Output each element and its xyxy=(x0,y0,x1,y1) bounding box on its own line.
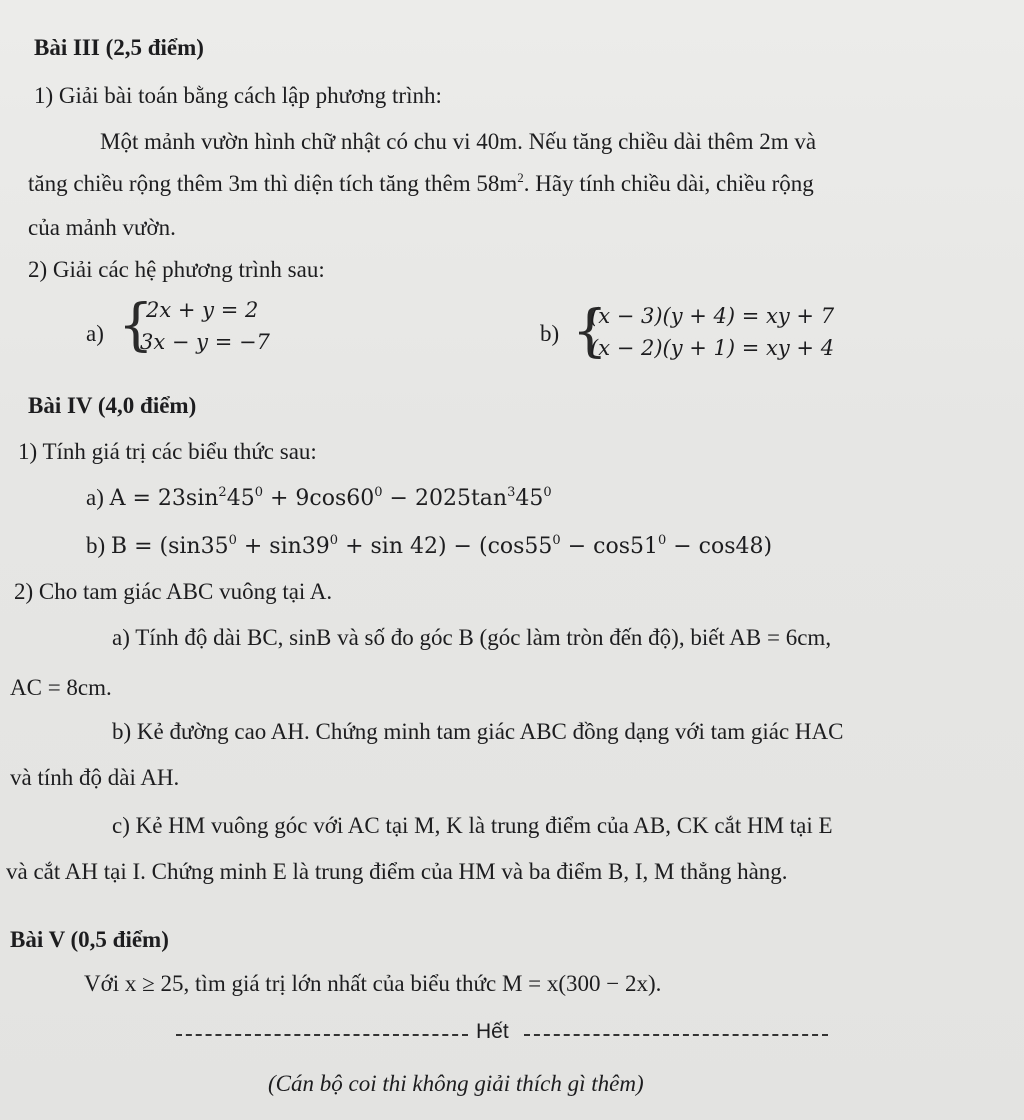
bai4-q2a-line1: a) Tính độ dài BC, sinB và số đo góc B (góc làm tròn đến độ), biết AB = 6cm, xyxy=(112,625,832,650)
section-title-bai-4: Bài IV (4,0 điểm) xyxy=(28,393,197,418)
section-title-bai-3: Bài III (2,5 điểm) xyxy=(34,35,204,60)
expr-b: b) $B = (\sin 35^0 + \sin 39^0 + \sin 42) - (\cos 55^0 - \cos 51^0 - \cos 48)$ xyxy=(86,533,773,559)
system-a-eq1: 2x + y = 2 xyxy=(146,298,259,322)
bai4-q2c-line1: c) Kẻ HM vuông góc với AC tại M, K là trung điểm của AB, CK cắt HM tại E xyxy=(112,813,833,838)
brace-icon: { xyxy=(572,299,608,364)
bai4-q2-title: 2) Cho tam giác ABC vuông tại A. xyxy=(14,579,333,604)
system-a-eq2: 3x − y = −7 xyxy=(140,330,270,354)
bai4-q2a-line2: AC = 8cm. xyxy=(10,675,112,700)
expr-a: a) $A = 23\sin^245^0 + 9\cos 60^0 - 2025\tan^345^0$ xyxy=(86,485,552,511)
bai4-q2b-line1: b) Kẻ đường cao AH. Chứng minh tam giác ABC đồng dạng với tam giác HAC xyxy=(112,719,844,744)
footer-note: (Cán bộ coi thi không giải thích gì thêm) xyxy=(268,1071,644,1096)
system-b-eq2: (x − 2)(y + 1) = xy + 4 xyxy=(590,336,835,360)
bai3-q1-title: 1) Giải bài toán bằng cách lập phương trình: xyxy=(34,83,442,108)
system-b-eq1: (x − 3)(y + 4) = xy + 7 xyxy=(590,304,835,328)
bai4-q2b-line2: và tính độ dài AH. xyxy=(10,765,180,790)
brace-icon: { xyxy=(118,293,154,358)
bai3-q2-title: 2) Giải các hệ phương trình sau: xyxy=(28,257,325,282)
system-a-label: a) xyxy=(86,321,104,346)
section-title-bai-5: Bài V (0,5 điểm) xyxy=(10,927,169,952)
system-b-label: b) xyxy=(540,321,560,346)
bai3-q1-line1: Một mảnh vườn hình chữ nhật có chu vi 40m. Nếu tăng chiều dài thêm 2m và xyxy=(100,129,817,154)
bai3-q1-line3: của mảnh vườn. xyxy=(28,215,176,240)
bai3-q1-line2: tăng chiều rộng thêm 3m thì diện tích tăng thêm $58m^2$. Hãy tính chiều dài, chiều rộng xyxy=(28,170,814,196)
divider-right xyxy=(524,1034,828,1036)
bai5-line1: Với x ≥ 25, tìm giá trị lớn nhất của biểu thức M = x(300 − 2x). xyxy=(84,971,662,996)
bai4-q2c-line2: và cắt AH tại I. Chứng minh E là trung điểm của HM và ba điểm B, I, M thẳng hàng. xyxy=(6,859,788,884)
divider-left xyxy=(176,1034,468,1036)
bai4-q1-title: 1) Tính giá trị các biểu thức sau: xyxy=(18,439,317,464)
end-marker: Hết xyxy=(476,1020,509,1043)
